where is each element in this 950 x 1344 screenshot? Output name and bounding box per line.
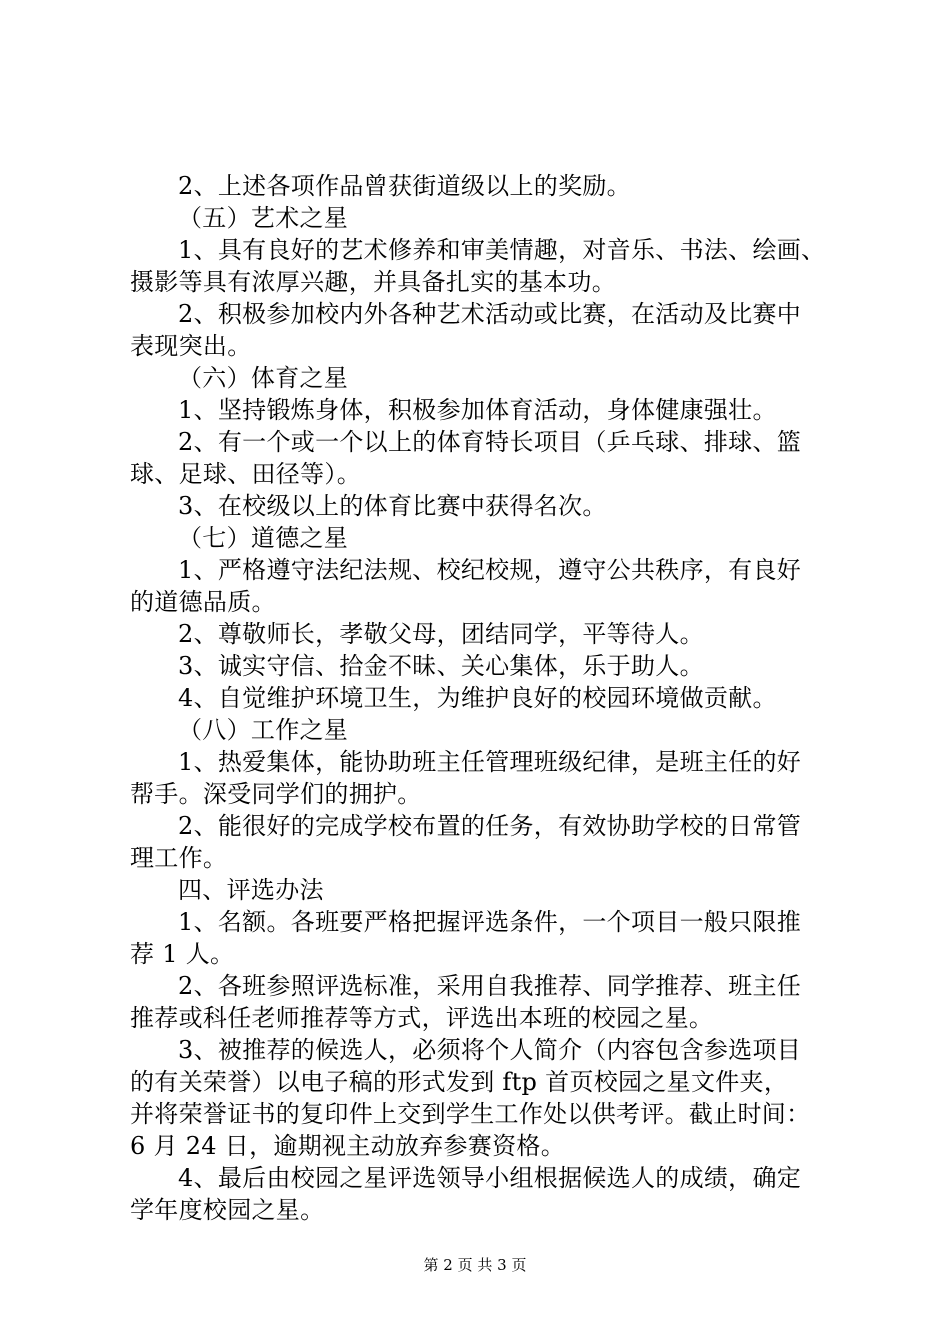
paragraph-line: （六）体育之星 <box>178 364 349 392</box>
paragraph-line: 2、尊敬师长，孝敬父母，团结同学，平等待人。 <box>178 620 704 648</box>
paragraph-line: 并将荣誉证书的复印件上交到学生工作处以供考评。截止时间： <box>130 1100 811 1128</box>
paragraph-line: 球、足球、田径等）。 <box>130 460 361 488</box>
paragraph-line: 3、在校级以上的体育比赛中获得名次。 <box>178 492 607 520</box>
paragraph-line: 1、具有良好的艺术修养和审美情趣，对音乐、书法、绘画、 <box>178 236 826 264</box>
paragraph-line: 摄影等具有浓厚兴趣，并具备扎实的基本功。 <box>130 268 616 296</box>
paragraph-line: 4、最后由校园之星评选领导小组根据候选人的成绩，确定 <box>178 1164 802 1192</box>
paragraph-line: 6 月 24 日，逾期视主动放弃参赛资格。 <box>130 1132 565 1160</box>
paragraph-line: （八）工作之星 <box>178 716 349 744</box>
page-number-label: 第 2 页 共 3 页 <box>423 1256 527 1274</box>
paragraph-line: 1、严格遵守法纪法规、校纪校规，遵守公共秩序，有良好 <box>178 556 802 584</box>
paragraph-line: （七）道德之星 <box>178 524 349 552</box>
paragraph-line: 表现突出。 <box>130 332 252 360</box>
paragraph-line: 的有关荣誉）以电子稿的形式发到 ftp 首页校园之星文件夹， <box>130 1068 789 1096</box>
paragraph-line: 1、名额。各班要严格把握评选条件，一个项目一般只限推 <box>178 908 802 936</box>
paragraph-line: 推荐或科任老师推荐等方式，评选出本班的校园之星。 <box>130 1004 714 1032</box>
paragraph-line: 2、积极参加校内外各种艺术活动或比赛，在活动及比赛中 <box>178 300 802 328</box>
paragraph-line: 2、有一个或一个以上的体育特长项目（乒乓球、排球、篮 <box>178 428 802 456</box>
document-body <box>130 170 860 1226</box>
paragraph-line: 荐 1 人。 <box>130 940 235 968</box>
paragraph-line: 1、坚持锻炼身体，积极参加体育活动，身体健康强壮。 <box>178 396 777 424</box>
paragraph-line: 学年度校园之星。 <box>130 1196 325 1224</box>
paragraph-line: 理工作。 <box>130 844 228 872</box>
paragraph-line: 1、热爱集体，能协助班主任管理班级纪律，是班主任的好 <box>178 748 802 776</box>
paragraph-line: 4、自觉维护环境卫生，为维护良好的校园环境做贡献。 <box>178 684 777 712</box>
page-footer <box>0 1255 950 1275</box>
paragraph-line: 3、诚实守信、拾金不昧、关心集体，乐于助人。 <box>178 652 704 680</box>
paragraph-line: 四、评选办法 <box>178 876 324 904</box>
paragraph-line: （五）艺术之星 <box>178 204 349 232</box>
paragraph-line: 3、被推荐的候选人，必须将个人简介（内容包含参选项目 <box>178 1036 802 1064</box>
paragraph-line: 2、各班参照评选标准，采用自我推荐、同学推荐、班主任 <box>178 972 802 1000</box>
paragraph-line: 2、上述各项作品曾获街道级以上的奖励。 <box>178 172 631 200</box>
paragraph-line: 的道德品质。 <box>130 588 276 616</box>
paragraph-line: 帮手。深受同学们的拥护。 <box>130 780 422 808</box>
paragraph-line: 2、能很好的完成学校布置的任务，有效协助学校的日常管 <box>178 812 802 840</box>
